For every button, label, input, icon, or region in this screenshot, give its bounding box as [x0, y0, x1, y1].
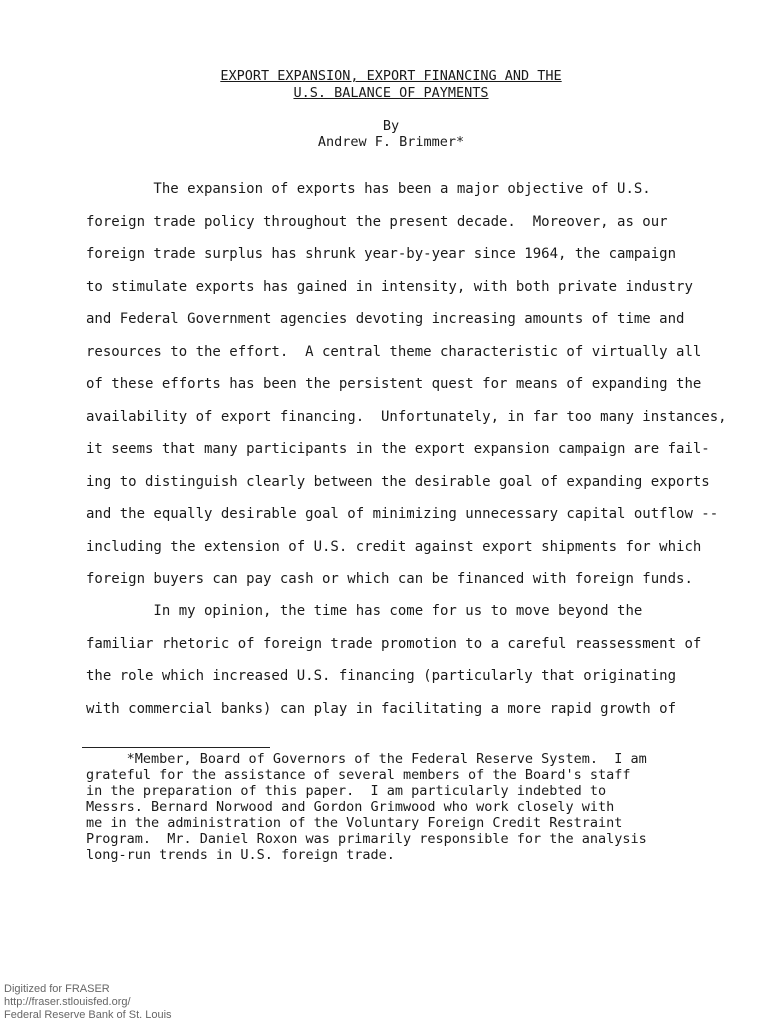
- body-line: In my opinion, the time has come for us to move beyond the: [86, 603, 643, 619]
- body-line: and the equally desirable goal of minimizing unnecessary capital outflow --: [86, 506, 719, 522]
- body-line: of these efforts has been the persistent quest for means of expanding the: [86, 376, 702, 392]
- title-line-2: U.S. BALANCE OF PAYMENTS: [293, 85, 489, 101]
- footnote-line: Messrs. Bernard Norwood and Gordon Grimwood who work closely with: [86, 799, 615, 815]
- footnote-line: long-run trends in U.S. foreign trade.: [86, 847, 395, 863]
- footnote-divider: [82, 747, 270, 748]
- body-line: the role which increased U.S. financing (particularly that originating: [86, 668, 677, 684]
- footnote-line: me in the administration of the Voluntary Foreign Credit Restraint: [86, 815, 623, 831]
- footnote-line: in the preparation of this paper. I am particularly indebted to: [86, 783, 607, 799]
- footnote-line: *Member, Board of Governors of the Federal Reserve System. I am: [86, 751, 647, 767]
- body-line: resources to the effort. A central theme characteristic of virtually all: [86, 344, 702, 360]
- footnote-line: Program. Mr. Daniel Roxon was primarily responsible for the analysis: [86, 831, 647, 847]
- body-line: The expansion of exports has been a major objective of U.S.: [86, 181, 651, 197]
- fraser-bank-name: Federal Reserve Bank of St. Louis: [4, 1009, 172, 1021]
- author-name: Andrew F. Brimmer*: [317, 134, 465, 150]
- body-line: ing to distinguish clearly between the desirable goal of expanding exports: [86, 474, 710, 490]
- body-line: familiar rhetoric of foreign trade promotion to a careful reassessment of: [86, 636, 702, 652]
- body-line: foreign trade policy throughout the present decade. Moreover, as our: [86, 214, 668, 230]
- footnote-line: grateful for the assistance of several members of the Board's staff: [86, 767, 631, 783]
- body-line: foreign buyers can pay cash or which can be financed with foreign funds.: [86, 571, 693, 587]
- body-line: and Federal Government agencies devoting increasing amounts of time and: [86, 311, 685, 327]
- body-line: availability of export financing. Unfortunately, in far too many instances,: [86, 409, 727, 425]
- fraser-digitized-label: Digitized for FRASER: [4, 983, 110, 995]
- body-line: including the extension of U.S. credit against export shipments for which: [86, 539, 702, 555]
- body-line: to stimulate exports has gained in intensity, with both private industry: [86, 279, 693, 295]
- title-line-1: EXPORT EXPANSION, EXPORT FINANCING AND THE: [220, 68, 562, 84]
- body-line: foreign trade surplus has shrunk year-by-year since 1964, the campaign: [86, 246, 677, 262]
- body-line: with commercial banks) can play in facilitating a more rapid growth of: [86, 701, 677, 717]
- fraser-url: http://fraser.stlouisfed.org/: [4, 996, 131, 1008]
- by-label: By: [382, 118, 400, 134]
- body-line: it seems that many participants in the export expansion campaign are fail-: [86, 441, 710, 457]
